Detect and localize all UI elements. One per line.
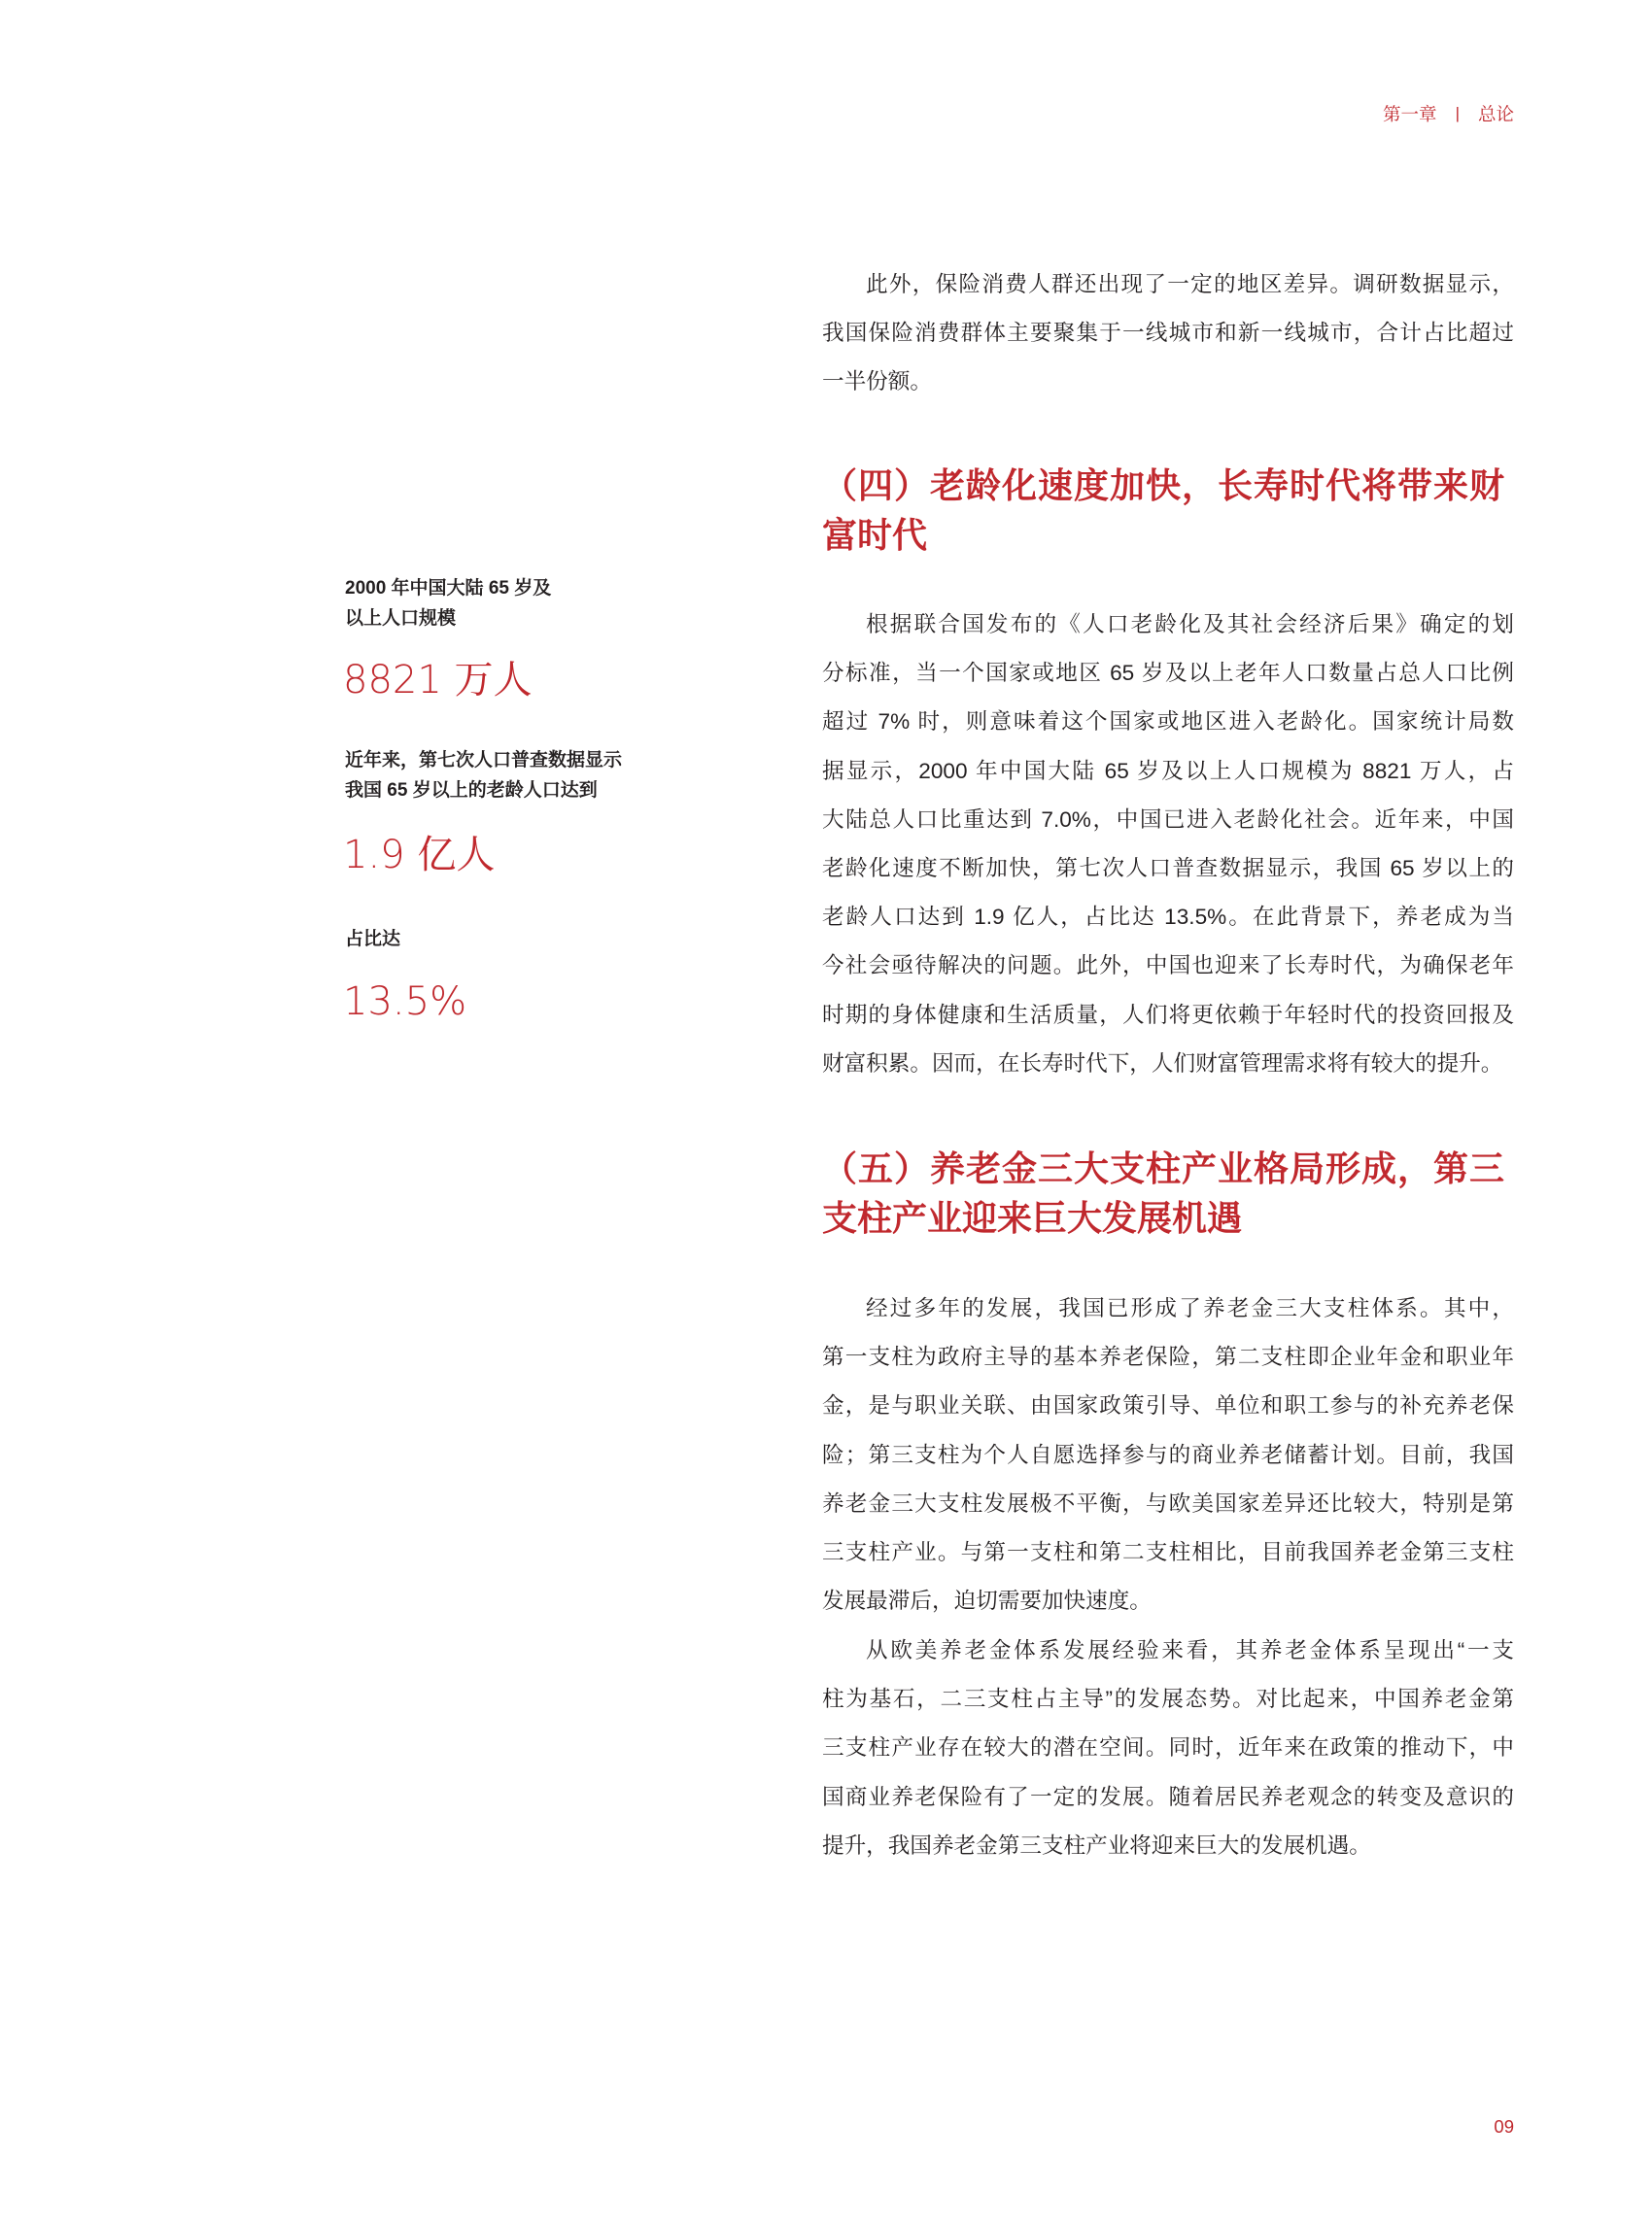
paragraph-line: 老龄化速度不断加快，第七次人口普查数据显示，我国 65 岁以上的 [822,855,1514,880]
heading-line: （四）老龄化速度加快，长寿时代将带来财 [822,465,1504,505]
paragraph-line: 养老金三大支柱发展极不平衡，与欧美国家差异还比较大，特别是第 [822,1490,1514,1516]
paragraph-line: 第一支柱为政府主导的基本养老保险，第二支柱即企业年金和职业年 [822,1345,1514,1370]
heading-line: （五）养老金三大支柱产业格局形成，第三 [822,1148,1504,1188]
section-heading-5 [822,1144,1514,1243]
section-heading-4 [822,461,1514,560]
stat-label-line: 占比达 [345,929,401,949]
paragraph-line: 根据联合国发布的《人口老龄化及其社会经济后果》确定的划 [866,612,1514,636]
heading-line: 支柱产业迎来巨大发展机遇 [822,1198,1243,1238]
page-number: 09 [1494,2116,1514,2137]
paragraph-line: 险；第三支柱为个人自愿选择参与的商业养老储蓄计划。目前，我国 [822,1442,1514,1467]
paragraph-line: 大陆总人口比重达到 7.0%，中国已进入老龄化社会。近年来，中国 [822,806,1514,832]
intro-paragraph [822,260,1514,407]
paragraph-line: 经过多年的发展，我国已形成了养老金三大支柱体系。其中， [866,1296,1514,1320]
paragraph-line: 时期的身体健康和生活质量，人们将更依赖于年轻时代的投资回报及 [822,1002,1514,1027]
chapter-label: 第一章 [1383,104,1437,124]
header-separator: | [1455,104,1460,122]
paragraph-line: 此外，保险消费人群还出现了一定的地区差异。调研数据显示， [866,272,1514,296]
section-label: 总论 [1477,104,1514,124]
running-header [1383,101,1514,126]
stat-label-line: 我国 65 岁以上的老龄人口达到 [345,780,598,801]
paragraph-line: 今社会亟待解决的问题。此外，中国也迎来了长寿时代，为确保老年 [822,953,1514,978]
section-4-paragraph [822,600,1514,1088]
heading-line: 富时代 [822,515,928,555]
paragraph-line: 分标准，当一个国家或地区 65 岁及以上老年人口数量占总人口比例 [822,661,1514,686]
paragraph-line: 金，是与职业关联、由国家政策引导、单位和职工参与的补充养老保 [822,1393,1514,1419]
stat-label-line: 以上人口规模 [345,608,457,629]
paragraph-line: 从欧美养老金体系发展经验来看，其养老金体系呈现出“一支 [866,1638,1514,1662]
stat-label-census-elderly [345,745,666,805]
stat-label-share [345,924,666,954]
paragraph-line: 国商业养老保险有了一定的发展。随着居民养老观念的转变及意识的 [822,1784,1514,1809]
paragraph-line: 财富积累。因而，在长寿时代下，人们财富管理需求将有较大的提升。 [822,1050,1503,1076]
paragraph-line: 三支柱产业存在较大的潜在空间。同时，近年来在政策的推动下，中 [822,1735,1514,1761]
paragraph-line: 发展最滞后，迫切需要加快速度。 [822,1589,1152,1614]
paragraph-line: 提升，我国养老金第三支柱产业将迎来巨大的发展机遇。 [822,1832,1371,1858]
paragraph-line: 三支柱产业。与第一支柱和第二支柱相比，目前我国养老金第三支柱 [822,1539,1514,1564]
stat-value-census-elderly: 1.9 亿人 [343,833,496,877]
stat-label-2000-population [345,573,666,634]
section-5-paragraph-1 [822,1284,1514,1626]
stat-label-line: 2000 年中国大陆 65 岁及 [345,578,552,599]
paragraph-line: 老龄人口达到 1.9 亿人，占比达 13.5%。在此背景下，养老成为当 [822,905,1514,930]
paragraph-line: 超过 7% 时，则意味着这个国家或地区进入老龄化。国家统计局数 [822,709,1514,735]
paragraph-line: 据显示，2000 年中国大陆 65 岁及以上人口规模为 8821 万人，占 [822,758,1514,783]
section-5-paragraph-2 [822,1627,1514,1870]
stat-value-2000-population: 8821 万人 [343,658,533,702]
paragraph-line: 柱为基石，二三支柱占主导”的发展态势。对比起来，中国养老金第 [822,1687,1514,1712]
stat-label-line: 近年来，第七次人口普查数据显示 [345,750,623,771]
stat-value-share: 13.5% [343,979,467,1024]
paragraph-line: 我国保险消费群体主要聚集于一线城市和新一线城市，合计占比超过 [822,321,1514,346]
paragraph-line: 一半份额。 [822,369,932,394]
